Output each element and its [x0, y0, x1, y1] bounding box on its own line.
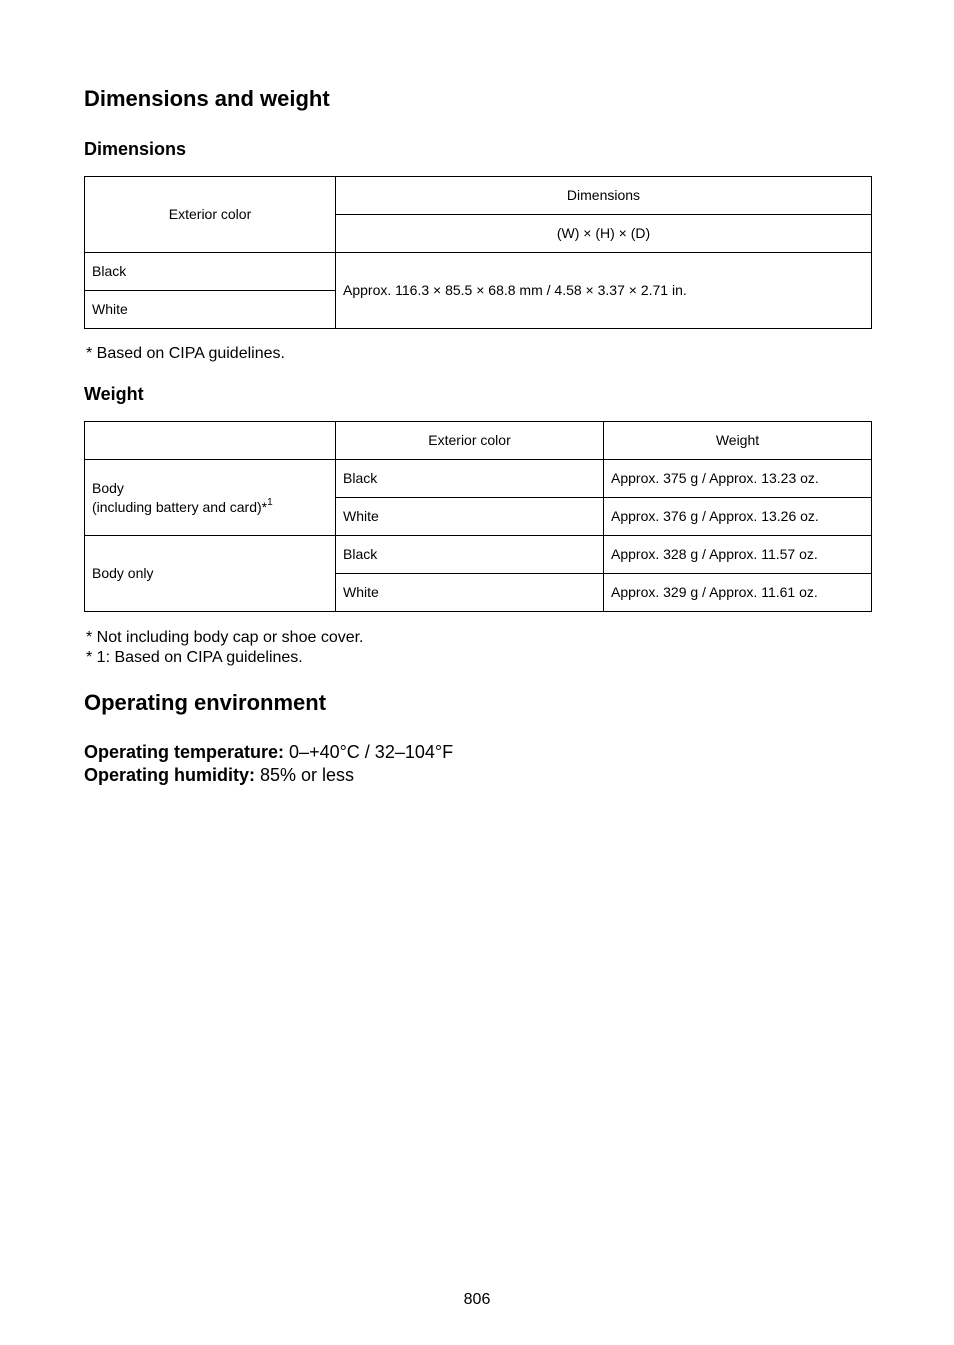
body-label-line1: Body	[92, 479, 124, 496]
cell-weight: Approx. 375 g / Approx. 13.23 oz.	[604, 460, 872, 498]
temperature-label: Operating temperature:	[84, 742, 285, 762]
header-exterior-color: Exterior color	[336, 422, 604, 460]
weight-note-2: * 1: Based on CIPA guidelines.	[86, 649, 303, 666]
header-empty	[85, 422, 336, 460]
section-title-operating-environment: Operating environment	[84, 690, 327, 715]
cell-weight: Approx. 376 g / Approx. 13.26 oz.	[604, 498, 872, 536]
cell-color: White	[85, 291, 336, 329]
dimensions-note: * Based on CIPA guidelines.	[86, 345, 285, 362]
table-row	[85, 536, 872, 574]
footnote-marker: 1	[267, 496, 273, 508]
weight-table	[84, 421, 872, 612]
header-exterior-color: Exterior color	[85, 177, 336, 253]
cell-dimensions-value: Approx. 116.3 × 85.5 × 68.8 mm / 4.58 × 3.37 × 2.71 in.	[336, 253, 872, 329]
operating-humidity	[84, 764, 354, 787]
table-row	[85, 422, 872, 460]
cell-color: Black	[85, 253, 336, 291]
table-row	[85, 460, 872, 498]
dimensions-table	[84, 176, 872, 329]
subheading-weight: Weight	[84, 384, 144, 404]
cell-weight: Approx. 328 g / Approx. 11.57 oz.	[604, 536, 872, 574]
humidity-label: Operating humidity:	[84, 765, 255, 785]
cell-body-only-label: Body only	[85, 536, 336, 612]
table-row	[85, 177, 872, 215]
operating-temperature	[84, 741, 453, 764]
humidity-value: 85% or less	[255, 765, 355, 785]
cell-body-label	[85, 460, 336, 536]
weight-note-1: * Not including body cap or shoe cover.	[86, 629, 364, 646]
subheading-dimensions: Dimensions	[84, 139, 187, 159]
header-weight: Weight	[604, 422, 872, 460]
body-label-line2: (including battery and card)*	[92, 498, 268, 515]
cell-color: White	[336, 498, 604, 536]
cell-color: Black	[336, 536, 604, 574]
temperature-value: 0–+40°C / 32–104°F	[284, 742, 454, 762]
subheader-whd: (W) × (H) × (D)	[336, 215, 872, 253]
table-row	[85, 253, 872, 291]
section-title-dimensions-weight: Dimensions and weight	[84, 86, 330, 111]
header-dimensions: Dimensions	[336, 177, 872, 215]
cell-weight: Approx. 329 g / Approx. 11.61 oz.	[604, 574, 872, 612]
cell-color: White	[336, 574, 604, 612]
cell-color: Black	[336, 460, 604, 498]
page-number: 806	[463, 1291, 491, 1308]
